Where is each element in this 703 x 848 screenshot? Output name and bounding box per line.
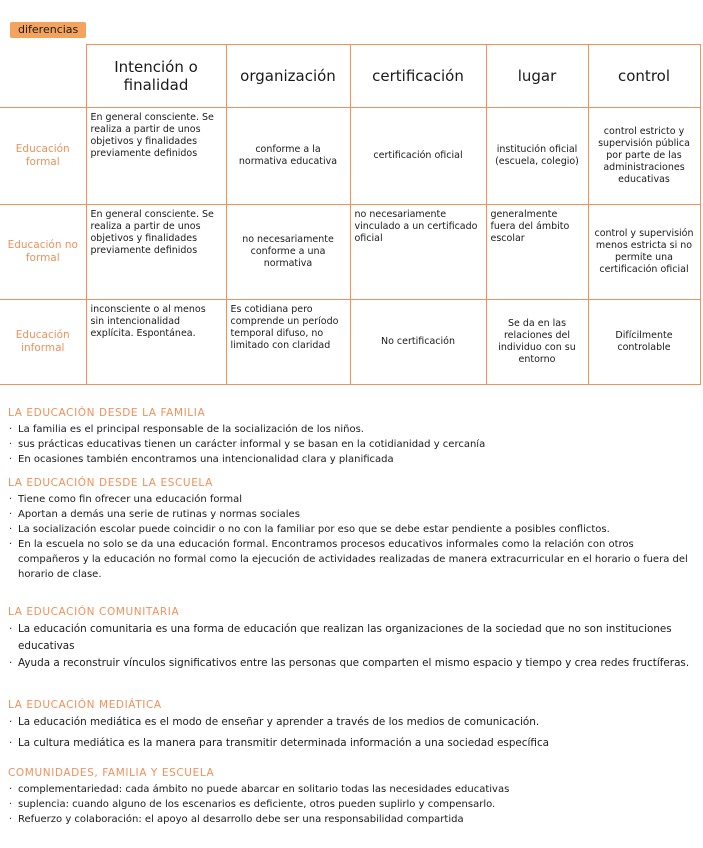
- list-item: [8, 735, 698, 752]
- list-item-text: En ocasiones también encontramos una intencionalidad clara y planificada: [18, 454, 394, 465]
- bullet-icon: ·: [9, 439, 13, 450]
- bullet-icon: ·: [9, 424, 13, 435]
- table-row: [0, 205, 700, 300]
- list-item: [8, 492, 698, 507]
- list-item-text: La educación mediática es el modo de enseñar y aprender a través de los medios de comunicación.: [18, 716, 540, 728]
- row-header: Educación informal: [0, 300, 86, 385]
- bullet-icon: ·: [9, 799, 13, 810]
- list-item-text: Tiene como fin ofrecer una educación formal: [18, 494, 243, 505]
- bullet-icon: ·: [9, 509, 13, 520]
- table-cell: Se da en las relaciones del individuo con su entorno: [486, 300, 588, 385]
- column-header: control: [588, 45, 700, 108]
- section-heading: LA EDUCACIÓN MEDIÁTICA: [8, 699, 162, 711]
- list-item: [8, 797, 698, 812]
- list-item: [8, 655, 698, 672]
- section-mediatica: [8, 698, 698, 756]
- list-item-text: La cultura mediática es la manera para transmitir determinada información a una sociedad específica: [18, 737, 550, 749]
- list-item-text: La socialización escolar puede coincidir o no con la familiar por eso que se debe estar pendiente a posibles conflictos.: [18, 524, 610, 535]
- bullet-icon: ·: [9, 657, 13, 669]
- bullet-icon: ·: [9, 737, 13, 749]
- section-comunitaria: [8, 605, 698, 672]
- list-item-text: Aportan a demás una serie de rutinas y normas sociales: [18, 509, 300, 520]
- table-cell: En general consciente. Se realiza a partir de unos objetivos y finalidades previamente definidos: [86, 205, 226, 300]
- list-item: [8, 714, 698, 731]
- table-cell: Difícilmente controlable: [588, 300, 700, 385]
- table-cell: no necesariamente vinculado a un certificado oficial: [350, 205, 486, 300]
- column-header: lugar: [486, 45, 588, 108]
- table-cell: conforme a la normativa educativa: [226, 108, 350, 205]
- row-header: Educación formal: [0, 108, 86, 205]
- bullet-list: [8, 714, 698, 752]
- list-item: [8, 621, 698, 655]
- comparison-table: [0, 44, 701, 385]
- list-item: [8, 537, 698, 582]
- table-cell: inconsciente o al menos sin intencionalidad explícita. Espontánea.: [86, 300, 226, 385]
- list-item-text: Ayuda a reconstruir vínculos significativos entre las personas que comparten el mismo espacio y tiempo y crea redes fructíferas.: [18, 657, 690, 669]
- section-comunidades: [8, 766, 698, 827]
- list-item-text: La educación comunitaria es una forma de educación que realizan las organizaciones de la sociedad que no son instituciones educativas: [18, 623, 672, 652]
- section-heading: LA EDUCACIÓN COMUNITARIA: [8, 606, 180, 618]
- list-item-text: complementariedad: cada ámbito no puede abarcar en solitario todas las necesidades educativas: [18, 784, 510, 795]
- table-cell: control estricto y supervisión pública por parte de las administraciones educativas: [588, 108, 700, 205]
- column-header: Intención o finalidad: [86, 45, 226, 108]
- table-corner-cell: [0, 45, 86, 108]
- column-header: certificación: [350, 45, 486, 108]
- list-item: [8, 437, 698, 452]
- table-row: [0, 300, 700, 385]
- list-item: [8, 782, 698, 797]
- section-heading: LA EDUCACIÓN DESDE LA FAMILIA: [8, 407, 206, 419]
- section-familia: [8, 406, 698, 467]
- table-cell: En general consciente. Se realiza a partir de unos objetivos y finalidades previamente definidos: [86, 108, 226, 205]
- section-heading: COMUNIDADES, FAMILIA Y ESCUELA: [8, 767, 215, 779]
- table-cell: generalmente fuera del ámbito escolar: [486, 205, 588, 300]
- table-cell: certificación oficial: [350, 108, 486, 205]
- section-heading: LA EDUCACIÓN DESDE LA ESCUELA: [8, 477, 213, 489]
- bullet-icon: ·: [9, 716, 13, 728]
- table-cell: control y supervisión menos estricta si no permite una certificación oficial: [588, 205, 700, 300]
- bullet-list: [8, 422, 698, 467]
- list-item: [8, 812, 698, 827]
- bullet-icon: ·: [9, 784, 13, 795]
- list-item: [8, 422, 698, 437]
- list-item-text: sus prácticas educativas tienen un carácter informal y se basan en la cotidianidad y cercanía: [18, 439, 486, 450]
- table-cell: no necesariamente conforme a una normativa: [226, 205, 350, 300]
- column-header: organización: [226, 45, 350, 108]
- bullet-icon: ·: [9, 814, 13, 825]
- table-cell: No certificación: [350, 300, 486, 385]
- list-item-text: En la escuela no solo se da una educación formal. Encontramos procesos educativos informales como la relación con otros compañeros y la educación no formal como la ejecución de actividades realizadas de manera extracurricular en el horario o fuera del horario de clase.: [18, 539, 688, 580]
- page-title: diferencias: [10, 22, 86, 38]
- bullet-list: [8, 492, 698, 582]
- list-item: [8, 452, 698, 467]
- table-cell: Es cotidiana pero comprende un período temporal difuso, no limitado con claridad: [226, 300, 350, 385]
- table-cell: institución oficial (escuela, colegio): [486, 108, 588, 205]
- section-escuela: [8, 476, 698, 582]
- list-item: [8, 507, 698, 522]
- table-header-row: [0, 45, 700, 108]
- bullet-icon: ·: [9, 494, 13, 505]
- bullet-icon: ·: [9, 454, 13, 465]
- list-item-text: suplencia: cuando alguno de los escenarios es deficiente, otros pueden suplirlo y compensarlo.: [18, 799, 496, 810]
- bullet-icon: ·: [9, 524, 13, 535]
- bullet-list: [8, 782, 698, 827]
- bullet-icon: ·: [9, 539, 13, 550]
- row-header: Educación no formal: [0, 205, 86, 300]
- bullet-icon: ·: [9, 623, 13, 635]
- list-item-text: Refuerzo y colaboración: el apoyo al desarrollo debe ser una responsabilidad compartida: [18, 814, 464, 825]
- bullet-list: [8, 621, 698, 672]
- list-item: [8, 522, 698, 537]
- table-row: [0, 108, 700, 205]
- list-item-text: La familia es el principal responsable de la socialización de los niños.: [18, 424, 364, 435]
